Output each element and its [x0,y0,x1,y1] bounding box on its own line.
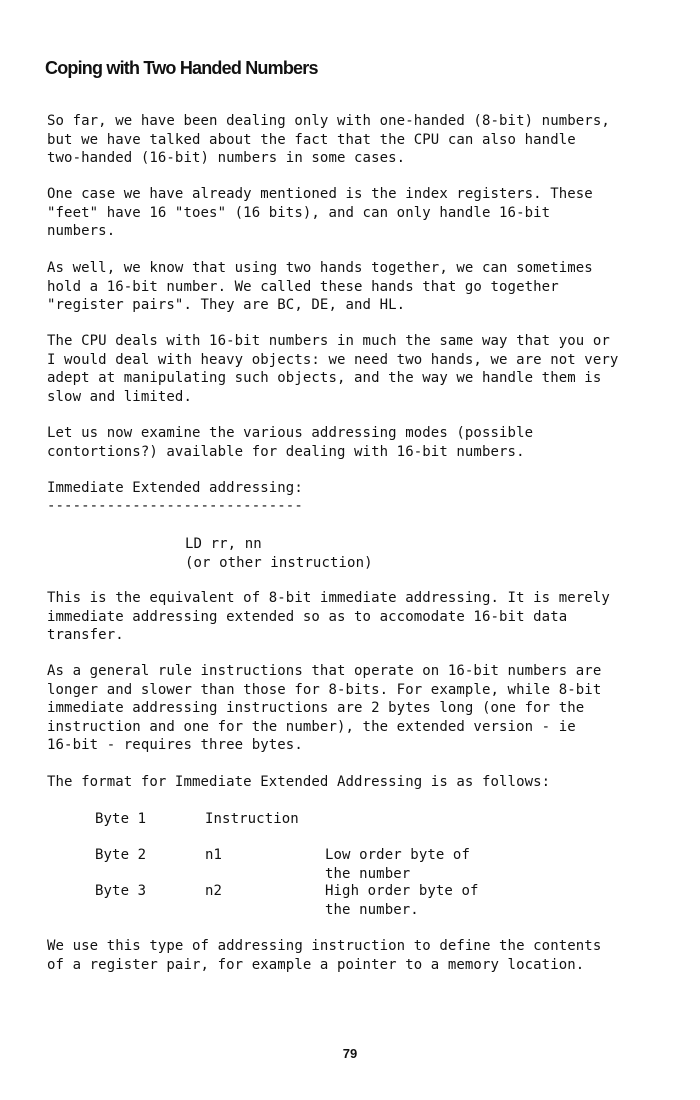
byte-description: Low order byte of the number [325,847,470,882]
paragraph-heavy-objects: The CPU deals with 16-bit numbers in much the same way that you or I would deal with heavy objects: we need two hands, we are not very adept at manipulating such objects, and the way we handle them is slow and limited. [47,333,619,405]
paragraph-index-registers: One case we have already mentioned is the index registers. These "feet" have 16 "toes" (16 bits), and can only handle 16-bit numbers. [47,186,593,239]
paragraph-register-pairs: As well, we know that using two hands together, we can sometimes hold a 16-bit number. We called these hands that go together "register pairs". They are BC, DE, and HL. [47,260,593,313]
byte-label: Byte 3 [95,883,147,899]
paragraph-intro: So far, we have been dealing only with one-handed (8-bit) numbers, but we have talked about the fact that the CPU can also handle two-handed (16-bit) numbers in some cases. [47,113,610,166]
section-title: Immediate Extended addressing: [47,480,303,496]
page-number: 79 [342,1046,358,1061]
paragraph-addressing-modes: Let us now examine the various addressing modes (possible contortions?) available for dealing with 16-bit numbers. [47,425,534,460]
byte-label: Byte 1 [95,811,147,827]
code-example: LD rr, nn (or other instruction) [185,536,373,571]
paragraph-general-rule: As a general rule instructions that operate on 16-bit numbers are longer and slower than those for 8-bits. For example, while 8-bit immediate addressing instructions are 2 bytes long (one for the instruction and one for the number), the extended version - ie 16-bit - requires three bytes. [47,663,602,753]
byte-field: n1 [205,847,223,863]
paragraph-equivalent: This is the equivalent of 8-bit immediate addressing. It is merely immediate addressing extended so as to accomodate 16-bit data transfer. [47,590,610,643]
byte-field: n2 [205,883,223,899]
byte-field: Instruction [205,811,299,827]
byte-description: High order byte of the number. [325,883,479,918]
byte-label: Byte 2 [95,847,147,863]
section-underline: ------------------------------ [47,498,303,514]
paragraph-usage: We use this type of addressing instruction to define the contents of a register pair, for example a pointer to a memory location. [47,938,602,973]
paragraph-format: The format for Immediate Extended Addressing is as follows: [47,774,551,790]
page-heading: Coping with Two Handed Numbers [45,58,318,78]
